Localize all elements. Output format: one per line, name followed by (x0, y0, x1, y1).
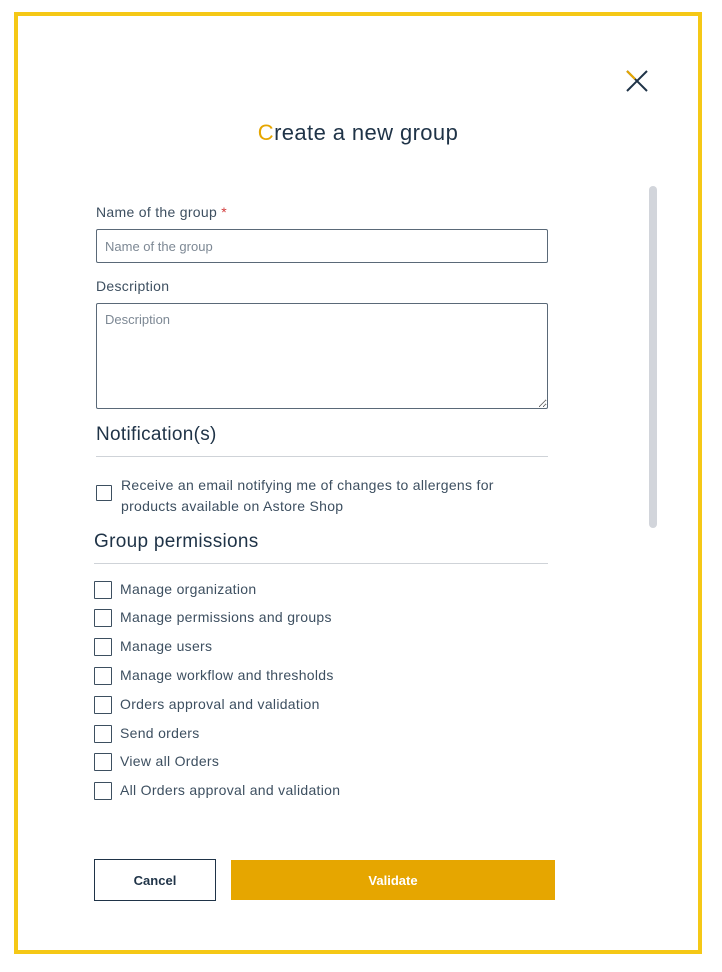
permission-item[interactable] (94, 609, 332, 627)
permission-item[interactable] (94, 696, 320, 714)
permission-label: Manage workflow and thresholds (120, 667, 334, 683)
title-rest: reate a new group (274, 120, 459, 145)
description-label: Description (96, 278, 170, 294)
notifications-title: Notification(s) (96, 424, 217, 445)
permission-item[interactable] (94, 725, 200, 743)
allergen-label-line2: products available on Astore Shop (121, 498, 344, 514)
permission-item[interactable] (94, 782, 340, 800)
cancel-button[interactable]: Cancel (94, 859, 216, 901)
permission-label: Manage organization (120, 581, 257, 597)
notifications-divider (96, 456, 548, 457)
allergen-notification-checkbox[interactable] (96, 485, 112, 501)
permission-checkbox[interactable] (94, 782, 112, 800)
allergen-notification-label (121, 475, 494, 517)
permission-label: Send orders (120, 725, 200, 741)
permission-checkbox[interactable] (94, 753, 112, 771)
allergen-notification-option[interactable] (96, 475, 494, 517)
permission-label: Orders approval and validation (120, 696, 320, 712)
required-mark: * (221, 204, 228, 220)
permissions-title: Group permissions (94, 531, 259, 552)
permission-checkbox[interactable] (94, 696, 112, 714)
group-name-label-text: Name of the group (96, 204, 218, 220)
close-button[interactable] (624, 68, 650, 94)
group-name-label (96, 204, 227, 220)
permission-label: Manage users (120, 638, 213, 654)
permission-item[interactable] (94, 581, 256, 599)
permission-item[interactable] (94, 667, 334, 685)
permission-label: Manage permissions and groups (120, 609, 332, 625)
permission-checkbox[interactable] (94, 638, 112, 656)
permission-item[interactable] (94, 753, 219, 771)
permission-item[interactable] (94, 638, 212, 656)
permission-label: View all Orders (120, 753, 220, 769)
description-textarea[interactable] (96, 303, 548, 409)
create-group-dialog (14, 12, 702, 954)
title-first-letter: C (257, 120, 275, 145)
permission-checkbox[interactable] (94, 725, 112, 743)
allergen-label-line1: Receive an email notifying me of changes to allergens for (121, 477, 494, 493)
dialog-title (18, 120, 698, 146)
permission-checkbox[interactable] (94, 581, 112, 599)
scrollbar[interactable] (649, 186, 657, 528)
group-name-input[interactable] (96, 229, 548, 263)
permission-label: All Orders approval and validation (120, 782, 341, 798)
validate-button[interactable]: Validate (231, 860, 555, 900)
permissions-divider (94, 563, 548, 564)
permission-checkbox[interactable] (94, 667, 112, 685)
close-icon (624, 68, 650, 94)
permission-checkbox[interactable] (94, 609, 112, 627)
